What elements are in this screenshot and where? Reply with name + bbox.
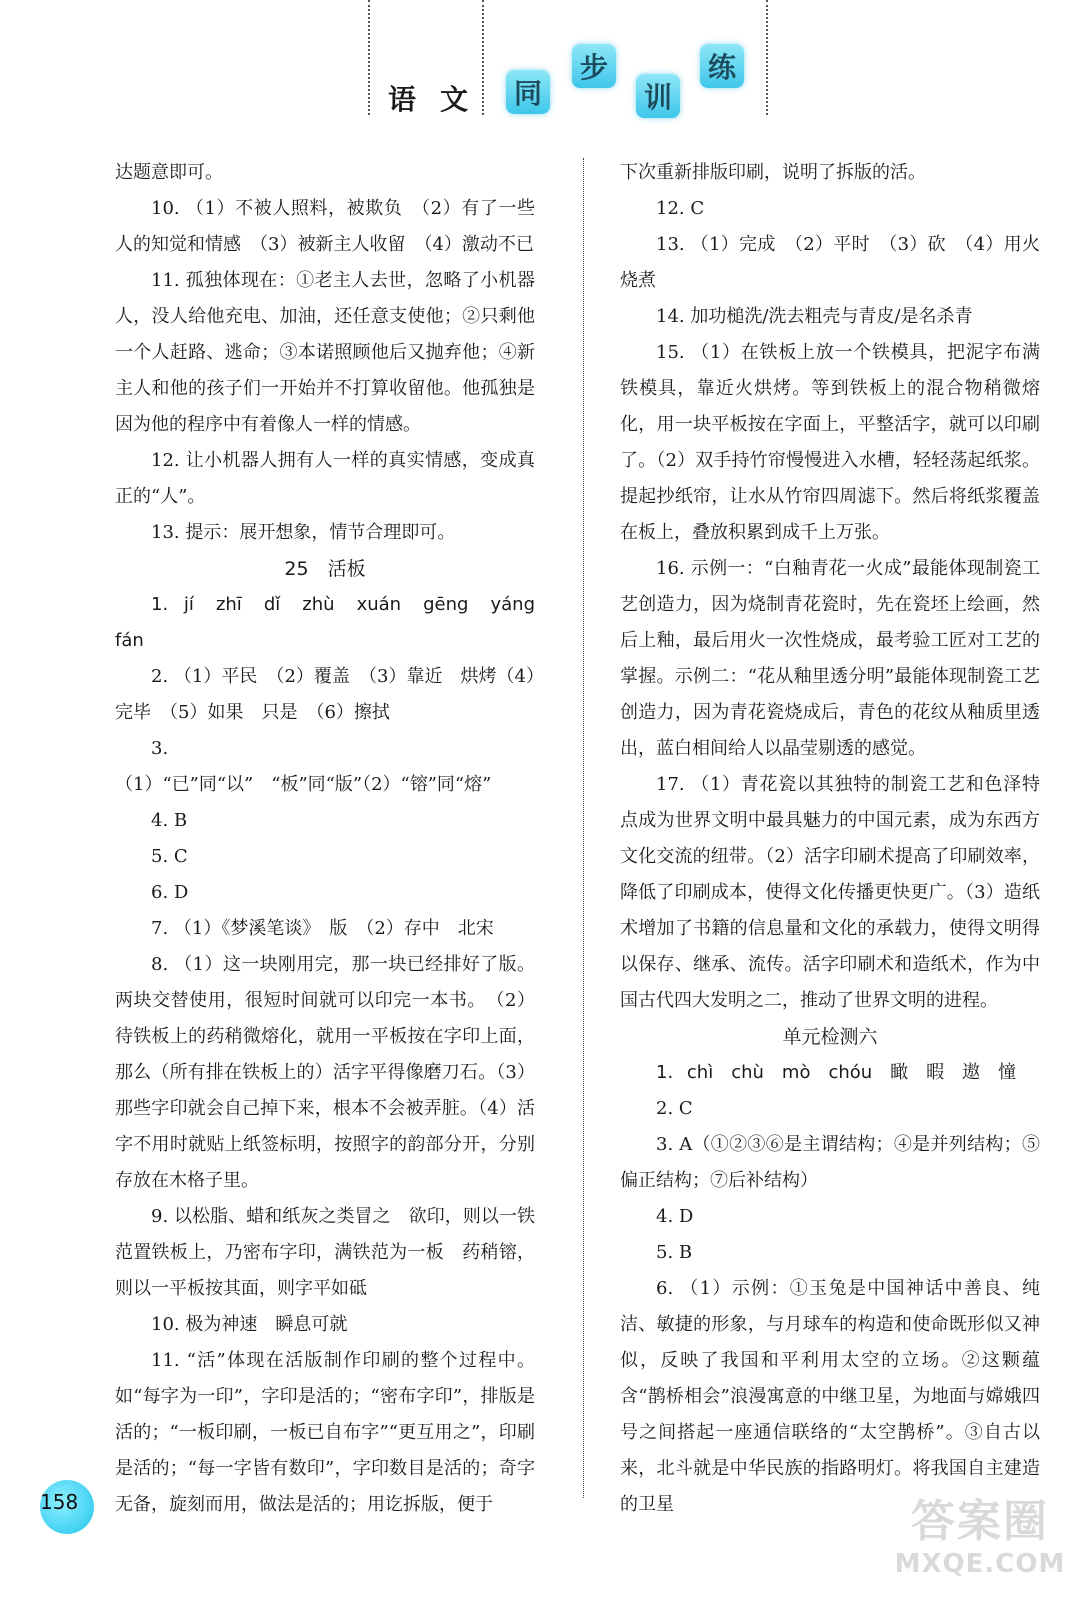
watermark-title: 答案圈	[911, 1496, 1049, 1547]
answer-item: 1. chì chù mò chóu 瞰 暇 遨 憧	[656, 1062, 1017, 1083]
answer-item: 13. （1）完成 （2）平时 （3）砍 （4）用火烧煮	[620, 234, 1040, 291]
answer-item: 7. （1）《梦溪笔谈》 版 （2）存中 北宋	[151, 918, 494, 939]
header-divider-mid	[482, 0, 484, 115]
badge-tong: 同	[506, 70, 550, 114]
watermark	[880, 1485, 1080, 1595]
answer-item: 5. C	[151, 846, 188, 867]
subject-char-2: 文	[440, 83, 469, 116]
watermark-url: MXQE.COM	[894, 1549, 1066, 1579]
badge-lian: 练	[700, 44, 744, 88]
badge-xun: 训	[636, 74, 680, 118]
answer-item: 12. 让小机器人拥有人一样的真实情感，变成真正的“人”。	[115, 450, 535, 507]
answer-item: 4. D	[656, 1206, 694, 1227]
subject-char-1: 语	[388, 83, 417, 116]
answer-item: 2. （1）平民 （2）覆盖 （3）靠近 烘烤（4）完毕 （5）如果 只是 （6）擦拭	[115, 666, 535, 723]
answer-item: 1. jí zhī dǐ zhù xuán gēng yáng fán	[115, 594, 553, 651]
page-header	[0, 0, 1084, 150]
answer-item: 10. （1）不被人照料，被欺负 （2）有了一些人的知觉和情感 （3）被新主人收留 （4）激动不已	[115, 198, 536, 255]
answer-item: 14. 加功槌洗/洗去粗壳与青皮/是名杀青	[656, 306, 973, 327]
answer-item: 6. （1）示例：①玉兔是中国神话中善良、纯洁、敏捷的形象，与月球车的构造和使命既形似又神似，反映了我国和平利用太空的立场。②这颗蕴含“鹊桥相会”浪漫寓意的中继卫星，为地面与嫦娥四号之间搭起一座通信联络的“太空鹊桥”。③自古以来，北斗就是中华民族的指路明灯。将我国自主建造的卫星	[620, 1278, 1040, 1515]
answer-item: 11. 孤独体现在：①老主人去世，忽略了小机器人，没人给他充电、加油，还任意支使他；②只剩他一个人赶路、逃命；③本诺照顾他后又抛弃他；④新主人和他的孩子们一开始并不打算收留他。他孤独是因为他的程序中有着像人一样的情感。	[115, 270, 535, 435]
answer-item: 17. （1）青花瓷以其独特的制瓷工艺和色泽特点成为世界文明中最具魅力的中国元素，成为东西方文化交流的纽带。（2）活字印刷术提高了印刷效率，降低了印刷成本，使得文化传播更快更广。（3）造纸术增加了书籍的信息量和文化的承载力，使得文明得以保存、继承、流传。活字印刷术和造纸术，作为中国古代四大发明之二，推动了世界文明的进程。	[620, 774, 1040, 1011]
right-column	[620, 155, 1040, 1523]
answer-item: 15. （1）在铁板上放一个铁模具，把泥字布满铁模具，靠近火烘烤。等到铁板上的混合物稍微熔化，用一块平板按在字面上，平整活字，就可以印刷了。（2）双手持竹帘慢慢进入水槽，轻轻荡起纸浆。提起抄纸帘，让水从竹帘四周滤下。然后将纸浆覆盖在板上，叠放积累到成千上万张。	[620, 342, 1040, 543]
section-title: 25 活板	[284, 558, 366, 580]
section-title: 单元检测六	[782, 1026, 878, 1048]
answer-item: 10. 极为神速 瞬息可就	[151, 1314, 348, 1335]
answer-item: 3. （1）“已”同“以” “板”同“版”（2）“镕”同“熔”	[115, 738, 492, 795]
answer-item: 9. 以松脂、蜡和纸灰之类冒之 欲印，则以一铁范置铁板上，乃密布字印，满铁范为一板 药稍镕，则以一平板按其面，则字平如砥	[115, 1206, 535, 1299]
column-divider	[583, 158, 584, 1498]
answer-item: 12. C	[656, 198, 705, 219]
left-column	[115, 155, 553, 1523]
page-number: 158	[40, 1490, 79, 1514]
answer-item: 4. B	[151, 810, 188, 831]
answer-item: 3. A（①②③⑥是主谓结构；④是并列结构；⑤偏正结构；⑦后补结构）	[620, 1134, 1040, 1191]
answer-item: 5. B	[656, 1242, 693, 1263]
answer-item: 6. D	[151, 882, 189, 903]
answer-item: 13. 提示：展开想象，情节合理即可。	[151, 522, 456, 543]
answer-item: 16. 示例一：“白釉青花一火成”最能体现制瓷工艺创造力，因为烧制青花瓷时，先在瓷坯上绘画，然后上釉，最后用火一次性烧成，最考验工匠对工艺的掌握。示例二：“花从釉里透分明”最能体现制瓷工艺创造力，因为青花瓷烧成后，青色的花纹从釉质里透出，蓝白相间给人以晶莹剔透的感觉。	[620, 558, 1040, 759]
answer-line: 达题意即可。	[115, 162, 223, 183]
badge-bu: 步	[572, 44, 616, 88]
header-divider-left	[368, 0, 370, 115]
answer-item: 8. （1）这一块刚用完，那一块已经排好了版。两块交替使用，很短时间就可以印完一本书。 （2）待铁板上的药稍微熔化，就用一平板按在字印上面，那么（所有排在铁板上的）活字平得像磨刀石。（3）那些字印就会自己掉下来，根本不会被弄脏。（4）活字不用时就贴上纸签标明，按照字的韵部分开，分别存放在木格子里。	[115, 954, 535, 1191]
answer-item: 2. C	[656, 1098, 693, 1119]
page-number-badge	[40, 1480, 100, 1540]
header-divider-right	[766, 0, 768, 115]
answer-item: 11. “活”体现在活版制作印刷的整个过程中。如“每字为一印”，字印是活的；“密布字印”，排版是活的；“一板印刷，一板已自布字”“更互用之”，印刷是活的；“每一字皆有数印”，字印数目是活的；奇字无备，旋刻而用，做法是活的；用讫拆版，便于	[115, 1350, 535, 1515]
answer-line: 下次重新排版印刷，说明了拆版的活。	[620, 162, 926, 183]
